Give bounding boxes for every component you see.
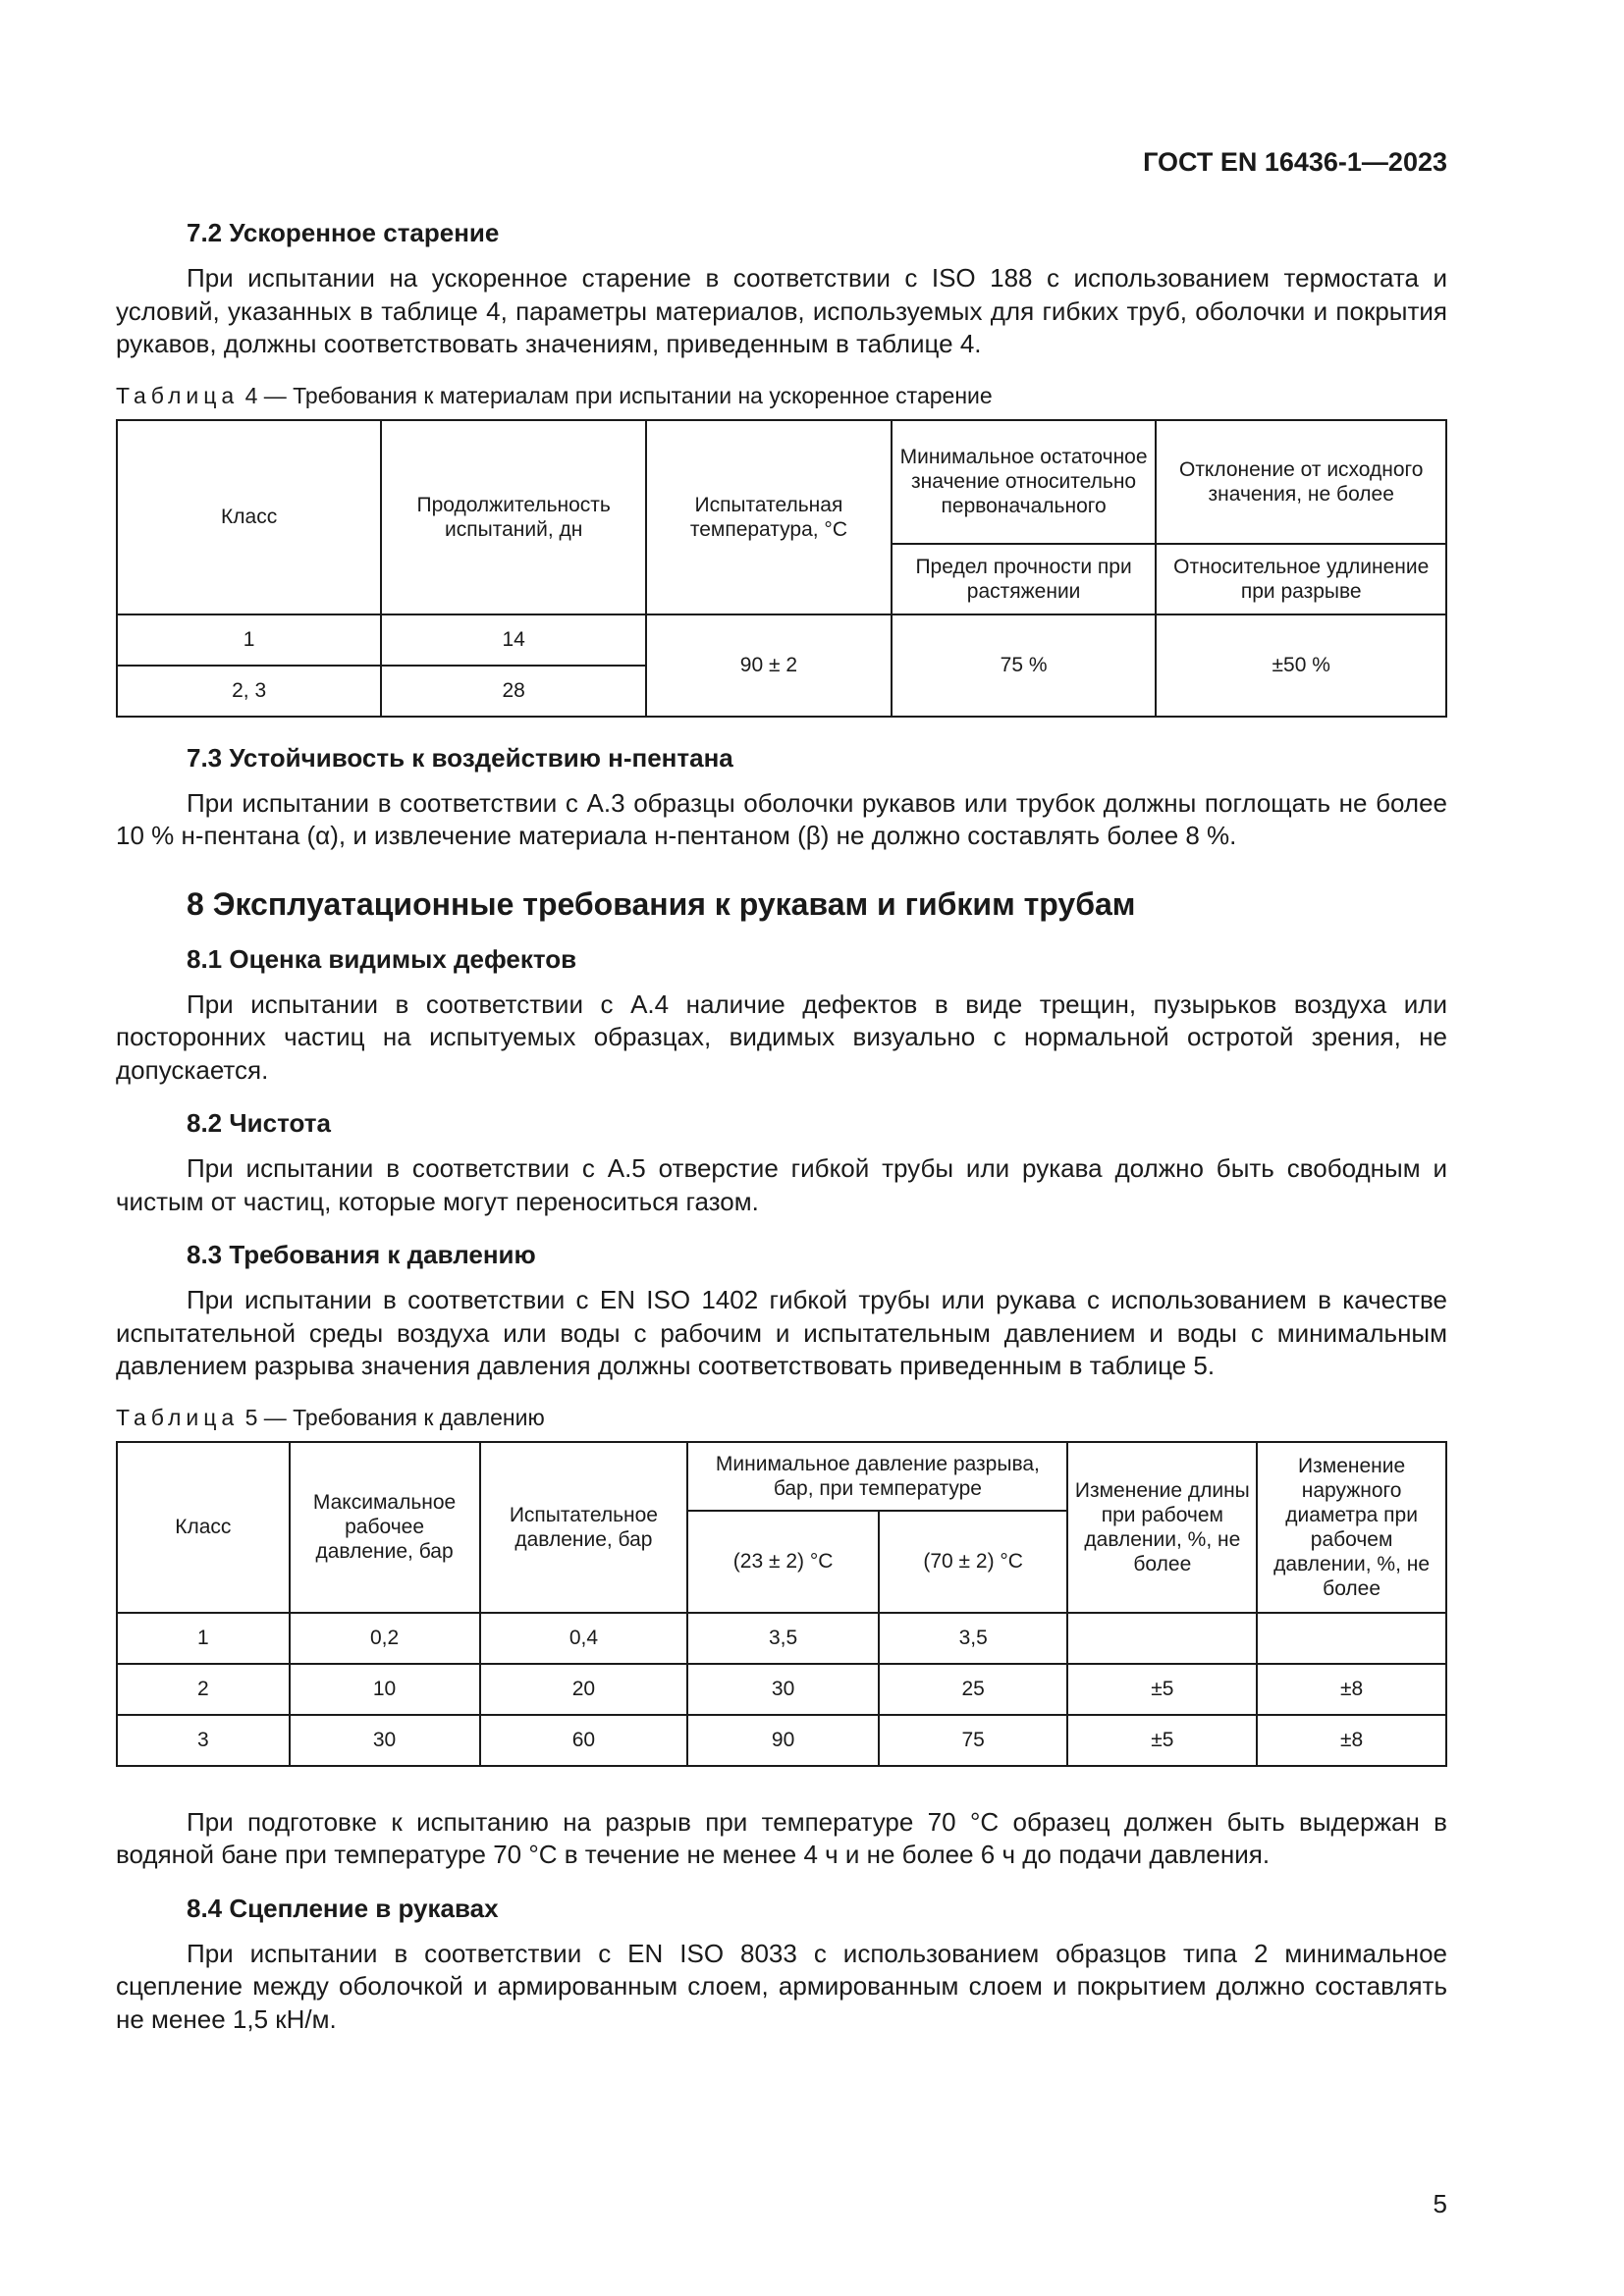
- section-text-8-3: При испытании в соответствии с EN ISO 1402 гибкой трубы или рукава с использованием в качестве испытательной среды воздуха или воды с рабочим и испытательным давлением и воды с минимальным давлением разрыва значения давления должны соответствовать приведенным в таблице 5.: [116, 1285, 1447, 1380]
- table4-header-tensile: Предел прочности при растяжении: [892, 544, 1157, 614]
- table4-cell-tensile: 75 %: [892, 614, 1157, 717]
- table5-cell-max-working: 0,2: [290, 1613, 480, 1664]
- table5-cell-length: [1067, 1613, 1257, 1664]
- table-row: [117, 1613, 1446, 1664]
- table4-cell-temperature: 90 ± 2: [646, 614, 892, 717]
- table5-header-max-working: Максимальное рабочее давление, бар: [290, 1442, 480, 1613]
- section-text-8-1: При испытании в соответствии с А.4 наличие дефектов в виде трещин, пузырьков воздуха или посторонних частиц на испытуемых образцах, видимых визуально с нормальной остротой зрения, не допускается.: [116, 988, 1447, 1085]
- table5-cell-t70: 75: [879, 1715, 1068, 1766]
- standard-code: ГОСТ EN 16436-1—2023: [1143, 147, 1447, 177]
- table4-caption: [116, 383, 1447, 409]
- table-row: [117, 614, 1446, 666]
- table4-cell-class: 2, 3: [117, 666, 381, 717]
- section-heading-8-1: 8.1 Оценка видимых дефектов: [187, 943, 577, 974]
- table-row: [117, 1715, 1446, 1766]
- table5-header-t23: (23 ± 2) °С: [687, 1511, 879, 1613]
- section-heading-7-2: 7.2 Ускоренное старение: [187, 218, 500, 247]
- table5-cell-length: ±5: [1067, 1664, 1257, 1715]
- table5-cell-t70: 3,5: [879, 1613, 1068, 1664]
- section-text-8-2: При испытании в соответствии с А.5 отверстие гибкой трубы или рукава должно быть свободным и чистым от частиц, которые могут переноситься газом.: [116, 1153, 1447, 1216]
- section-heading-8-4: 8.4 Сцепление в рукавах: [187, 1893, 499, 1923]
- table4-caption-prefix: Таблица: [116, 382, 240, 408]
- table4-cell-class: 1: [117, 614, 381, 666]
- table4-header-class: Класс: [117, 420, 381, 614]
- table5-cell-diameter: [1257, 1613, 1446, 1664]
- page-content: [116, 218, 1447, 2057]
- table5-header-class: Класс: [117, 1442, 290, 1613]
- table5-caption-prefix: Таблица: [116, 1404, 240, 1430]
- table5-cell-test: 0,4: [480, 1613, 688, 1664]
- table5-header-diameter-change: Изменение наружного диаметра при рабочем давлении, %, не более: [1257, 1442, 1446, 1613]
- table4-cell-elongation: ±50 %: [1156, 614, 1446, 717]
- table4-cell-duration: 14: [381, 614, 646, 666]
- table5-cell-diameter: ±8: [1257, 1664, 1446, 1715]
- section-text-7-3: При испытании в соответствии с А.3 образцы оболочки рукавов или трубок должны поглощать не более 10 % н-пентана (α), и извлечение материала н-пентаном (β) не должно составлять более 8 %.: [116, 787, 1447, 850]
- table5-cell-max-working: 30: [290, 1715, 480, 1766]
- section-heading-8-2: 8.2 Чистота: [187, 1108, 331, 1138]
- table4-header-temperature: Испытательная температура, °С: [646, 420, 892, 614]
- table5-cell-class: 1: [117, 1613, 290, 1664]
- table5-header-t70: (70 ± 2) °С: [879, 1511, 1068, 1613]
- table5-cell-t23: 90: [687, 1715, 879, 1766]
- table4-header-duration: Продолжительность испытаний, дн: [381, 420, 646, 614]
- table5-cell-length: ±5: [1067, 1715, 1257, 1766]
- section-text-7-2: При испытании на ускоренное старение в соответствии с ISO 188 с использованием термостата и условий, указанных в таблице 4, параметры материалов, используемых для гибких труб, оболочки и покрытия рукавов, должны соответствовать значениям, приведенным в таблице 4.: [116, 263, 1447, 358]
- page-number: 5: [1433, 2189, 1447, 2218]
- table4-header-deviation: Отклонение от исходного значения, не более: [1156, 420, 1446, 544]
- table5-header-test-pressure: Испытательное давление, бар: [480, 1442, 688, 1613]
- table5-header-min-burst: Минимальное давление разрыва, бар, при температуре: [687, 1442, 1067, 1511]
- table5-cell-test: 20: [480, 1664, 688, 1715]
- table4-header-min-residual: Минимальное остаточное значение относительно первоначального: [892, 420, 1157, 544]
- table5-cell-diameter: ±8: [1257, 1715, 1446, 1766]
- table-row: [117, 1664, 1446, 1715]
- table5-cell-t23: 30: [687, 1664, 879, 1715]
- table5-cell-max-working: 10: [290, 1664, 480, 1715]
- table5-cell-class: 3: [117, 1715, 290, 1766]
- table5-caption-title: 5 — Требования к давлению: [239, 1404, 545, 1430]
- table-5: [116, 1441, 1447, 1767]
- section-heading-7-3: 7.3 Устойчивость к воздействию н-пентана: [187, 742, 733, 773]
- table4-header-elongation: Относительное удлинение при разрыве: [1156, 544, 1446, 614]
- table5-header-length-change: Изменение длины при рабочем давлении, %, не более: [1067, 1442, 1257, 1613]
- text-after-table5: При подготовке к испытанию на разрыв при температуре 70 °С образец должен быть выдержан в водяной бане при температуре 70 °С в течение не менее 4 ч и не более 6 ч до подачи давления.: [116, 1806, 1447, 1869]
- table5-cell-test: 60: [480, 1715, 688, 1766]
- section-text-8-4: При испытании в соответствии с EN ISO 8033 с использованием образцов типа 2 минимальное сцепление между оболочкой и армированным слоем, армированным слоем и покрытием должно составлять не менее 1,5 кН/м.: [116, 1938, 1447, 2034]
- table5-cell-class: 2: [117, 1664, 290, 1715]
- table4-caption-title: 4 — Требования к материалам при испытании на ускоренное старение: [239, 382, 993, 408]
- table5-cell-t23: 3,5: [687, 1613, 879, 1664]
- section-heading-8-3: 8.3 Требования к давлению: [187, 1240, 536, 1269]
- table5-cell-t70: 25: [879, 1664, 1068, 1715]
- table5-caption: [116, 1405, 1447, 1431]
- table-4: [116, 419, 1447, 718]
- section-heading-8: 8 Эксплуатационные требования к рукавам и гибким трубам: [187, 885, 1136, 922]
- table4-cell-duration: 28: [381, 666, 646, 717]
